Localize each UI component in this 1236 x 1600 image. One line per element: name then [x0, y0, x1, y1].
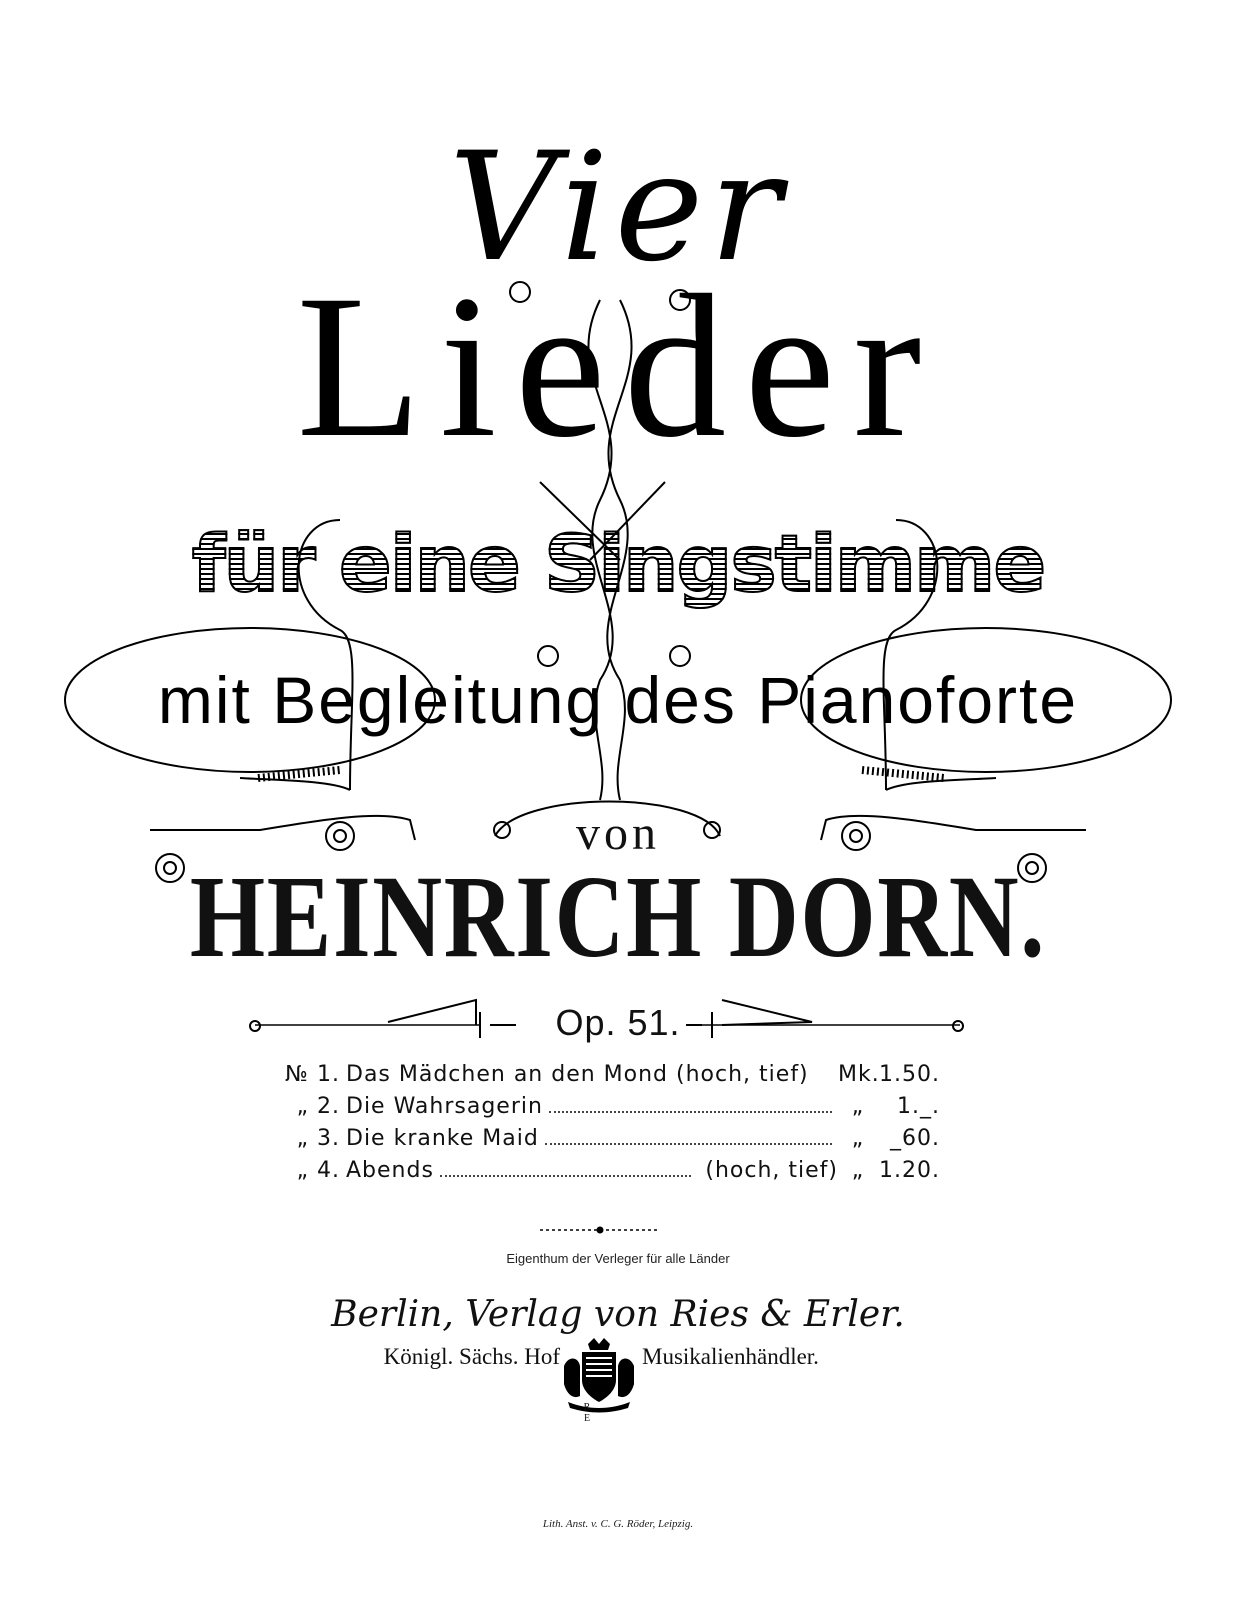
song-item	[280, 1094, 940, 1126]
song-number: „ 4.	[296, 1158, 340, 1183]
song-title: Die Wahrsagerin	[346, 1094, 543, 1119]
song-item	[280, 1126, 940, 1158]
song-currency: Mk.	[838, 1062, 880, 1087]
song-price: _60.	[890, 1126, 940, 1151]
song-currency: „	[851, 1158, 865, 1183]
song-voice: (hoch, tief)	[705, 1158, 838, 1183]
court-title-left: Königl. Sächs. Hof	[383, 1344, 560, 1369]
leader-dots	[549, 1110, 832, 1113]
rights-notice: Eigenthum der Verleger für alle Länder	[506, 1251, 730, 1266]
printer-credit: Lith. Anst. v. C. G. Röder, Leipzig.	[542, 1518, 694, 1530]
song-currency: „	[851, 1094, 865, 1119]
composer-name: HEINRICH DORN.	[189, 851, 1047, 982]
crest-letters: R E	[583, 1402, 613, 1424]
song-item	[280, 1158, 940, 1190]
song-title: Das Mädchen an den Mond	[346, 1062, 669, 1087]
publisher-line: Berlin, Verlag von Ries & Erler.	[331, 1294, 905, 1335]
song-price: 1.50.	[879, 1062, 940, 1087]
song-title: Die kranke Maid	[346, 1126, 539, 1151]
song-item	[280, 1062, 940, 1094]
song-title: Abends	[346, 1158, 434, 1183]
song-number: № 1.	[285, 1062, 340, 1087]
leader-dots	[545, 1142, 832, 1145]
title-line-2: Lieder	[296, 253, 940, 480]
song-list	[280, 1062, 940, 1190]
song-number: „ 2.	[296, 1094, 340, 1119]
by-label: von	[576, 807, 660, 860]
subtitle-line-2: mit Begleitung des Pianoforte	[157, 663, 1079, 737]
subtitle-line-1: für eine Singstimme	[0, 520, 1236, 610]
leader-dots	[440, 1174, 691, 1177]
song-price: 1._.	[897, 1094, 940, 1119]
song-price: 1.20.	[879, 1158, 940, 1183]
court-title-right: Musikalienhändler.	[642, 1344, 819, 1369]
song-number: „ 3.	[296, 1126, 340, 1151]
song-voice: (hoch, tief)	[676, 1062, 809, 1087]
song-currency: „	[851, 1126, 865, 1151]
title-line-1: Vier	[448, 121, 788, 295]
opus-number: Op. 51.	[555, 1002, 681, 1043]
